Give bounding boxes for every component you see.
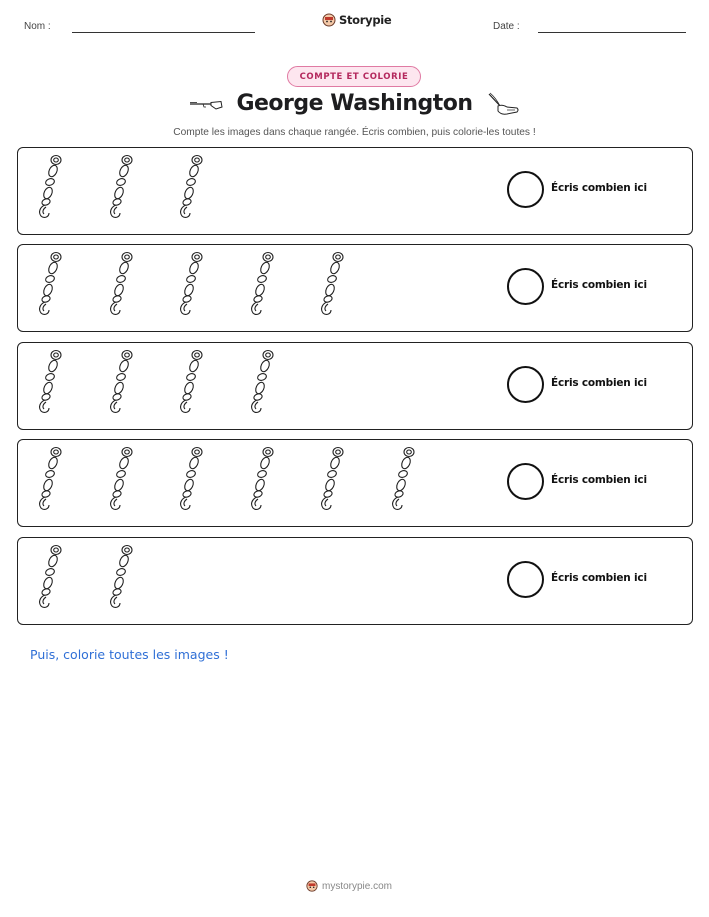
chain-hook-icon (248, 446, 276, 512)
page-title: George Washington (236, 91, 473, 116)
chain-hook-icon (36, 446, 64, 512)
answer-label: Écris combien ici (551, 377, 647, 389)
answer-circle[interactable] (507, 171, 544, 208)
counting-row-1 (17, 147, 693, 235)
storypie-mascot-icon (322, 13, 336, 27)
date-line[interactable] (538, 32, 686, 33)
chain-hook-icon (36, 154, 64, 220)
activity-badge: COMPTE ET COLORIE (287, 66, 421, 87)
counting-row-4 (17, 439, 693, 527)
name-line[interactable] (72, 32, 255, 33)
answer-label: Écris combien ici (551, 182, 647, 194)
chain-hook-icon (107, 446, 135, 512)
chain-hook-icon (36, 544, 64, 610)
site-url: mystorypie.com (322, 880, 393, 892)
instructions: Compte les images dans chaque rangée. Écris combien, puis colorie-les toutes ! (173, 127, 536, 138)
answer-circle[interactable] (507, 463, 544, 500)
chain-hook-icon (36, 251, 64, 317)
brand-name: Storypie (339, 13, 392, 27)
answer-label: Écris combien ici (551, 279, 647, 291)
counting-row-2 (17, 244, 693, 332)
date-label: Date : (493, 21, 520, 32)
name-label: Nom : (24, 21, 51, 32)
answer-circle[interactable] (507, 561, 544, 598)
chain-hook-icon (248, 349, 276, 415)
chain-hook-icon (177, 251, 205, 317)
counting-row-3 (17, 342, 693, 430)
counting-row-5 (17, 537, 693, 625)
answer-label: Écris combien ici (551, 572, 647, 584)
chain-hook-icon (177, 154, 205, 220)
chain-hook-icon (36, 349, 64, 415)
answer-circle[interactable] (507, 268, 544, 305)
chain-hook-icon (107, 349, 135, 415)
color-instruction: Puis, colorie toutes les images ! (30, 647, 229, 662)
chain-hook-icon (177, 349, 205, 415)
chain-hook-icon (177, 446, 205, 512)
chain-hook-icon (389, 446, 417, 512)
brand-logo (322, 13, 391, 27)
chain-hook-icon (318, 446, 346, 512)
chain-hook-icon (318, 251, 346, 317)
answer-circle[interactable] (507, 366, 544, 403)
chain-hook-icon (248, 251, 276, 317)
chain-hook-icon (107, 154, 135, 220)
site-footer[interactable] (306, 880, 392, 892)
chain-hook-icon (107, 251, 135, 317)
answer-label: Écris combien ici (551, 474, 647, 486)
chain-hook-icon (107, 544, 135, 610)
quill-hand-icon (486, 92, 520, 118)
storypie-mascot-icon (306, 880, 318, 892)
